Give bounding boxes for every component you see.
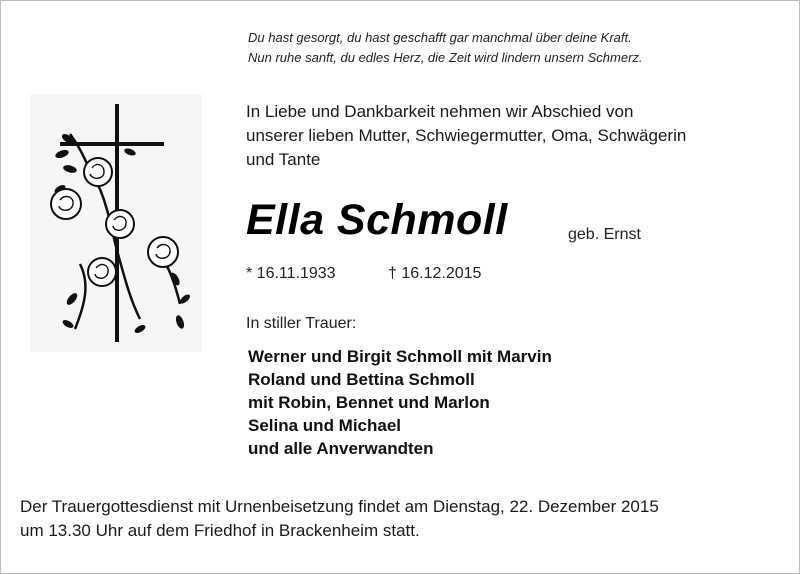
maiden-name: geb. Ernst (568, 226, 641, 243)
deceased-name: Ella Schmoll (246, 196, 508, 244)
intro-line-3: und Tante (246, 150, 321, 169)
family-line: und alle Anverwandten (248, 439, 434, 458)
service-line-2: um 13.30 Uhr auf dem Friedhof in Brackenheim statt. (20, 521, 420, 540)
cross-with-roses-icon (30, 94, 202, 352)
family-line: mit Robin, Bennet und Marlon (248, 393, 490, 412)
intro-text (246, 100, 686, 172)
birth-date: * 16.11.1933 (246, 265, 336, 282)
mourning-intro: In stiller Trauer: (246, 315, 357, 332)
intro-line-1: In Liebe und Dankbarkeit nehmen wir Abschied von (246, 102, 634, 121)
family-list (248, 345, 552, 460)
poem (248, 28, 643, 68)
poem-line-2: Nun ruhe sanft, du edles Herz, die Zeit wird lindern unsern Schmerz. (248, 50, 643, 65)
death-date: † 16.12.2015 (388, 265, 482, 282)
family-line: Roland und Bettina Schmoll (248, 370, 475, 389)
family-line: Selina und Michael (248, 416, 402, 435)
poem-line-1: Du hast gesorgt, du hast geschafft gar manchmal über deine Kraft. (248, 30, 632, 45)
family-line: Werner und Birgit Schmoll mit Marvin (248, 347, 552, 366)
service-line-1: Der Trauergottesdienst mit Urnenbeisetzung findet am Dienstag, 22. Dezember 2015 (20, 497, 659, 516)
intro-line-2: unserer lieben Mutter, Schwiegermutter, Oma, Schwägerin (246, 126, 687, 145)
service-info (20, 495, 659, 543)
